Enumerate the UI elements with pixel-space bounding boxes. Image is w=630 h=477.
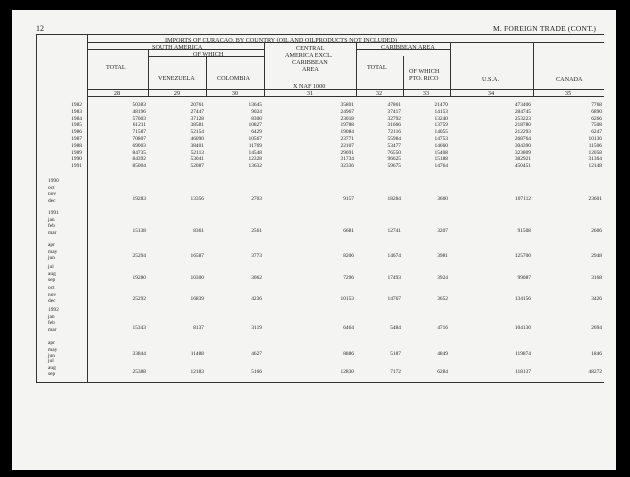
table-cell: 37128 [190,115,204,122]
column-rule-29 [148,49,149,96]
table-cell: 1846 [591,351,602,358]
month-label: dec [48,197,56,204]
table-cell: 7768 [591,102,602,108]
table-title: IMPORTS OF CURACAO, BY COUNTRY (OIL AND OILPRODUCTS NOT INCLUDED) [165,37,397,44]
table-cell: 8361 [193,227,204,234]
table-cell: 7172 [390,369,401,376]
column-number-rule [87,96,604,97]
table-cell: 25294 [132,253,146,260]
table-cell: 8300 [251,115,262,122]
document-page [12,10,616,470]
column-number: 28 [113,90,121,97]
header-canada: CANADA [556,76,583,83]
header-total: TOTAL [106,64,126,71]
table-cell: 19788 [340,122,354,129]
column-rule-31 [264,42,265,96]
table-cell: 323809 [514,149,531,156]
table-cell: 27447 [190,108,204,115]
table-cell: 13759 [434,122,448,129]
row-label-year: 1990 [71,156,82,163]
month-label: jul [48,358,54,364]
table-cell: 5484 [390,324,401,331]
stub-column-rule [87,34,88,382]
table-cell: 32336 [340,163,354,170]
table-cell: 13240 [434,115,448,122]
running-head: M. FOREIGN TRADE (CONT.) [493,24,597,33]
table-cell: 2606 [591,227,602,234]
month-label: may [48,346,58,353]
header-central-1: CENTRAL [296,45,325,52]
table-cell: 38581 [190,122,204,129]
table-cell: 10567 [248,136,262,142]
block-year-label: 1991 [48,210,59,216]
table-cell: 23601 [588,195,602,202]
table-cell: 12183 [190,369,204,376]
table-cell: 134156 [514,296,531,303]
table-cell: 107112 [515,195,531,202]
column-rule-32 [356,42,357,96]
table-cell: 52154 [190,129,204,136]
table-cell: 14753 [434,136,448,142]
table-cell: 32792 [387,115,401,122]
header-caribbean-total: TOTAL [367,64,387,71]
table-cell: 5166 [251,369,262,376]
month-label: feb [48,320,55,327]
table-cell: 3600 [437,195,448,202]
table-cell: 53041 [190,156,204,163]
table-cell: 253223 [514,115,531,122]
table-cell: 10300 [190,275,204,282]
month-label: aug [48,364,56,371]
table-cell: 6464 [343,324,354,331]
month-label: jun [48,353,55,360]
month-label: mar [48,229,57,236]
block-year-label: 1990 [48,178,59,184]
table-cell: 52087 [190,163,204,170]
table-cell: 25292 [132,296,146,303]
column-rule-35 [533,42,534,96]
month-label: feb [48,223,55,230]
column-number: 31 [306,90,314,97]
table-cell: 6266 [591,115,602,122]
table-cell: 118137 [515,369,531,376]
row-label-year: 1986 [71,129,82,136]
table-cell: 10153 [340,296,354,303]
table-cell: 11488 [190,351,204,358]
table-cell: 19084 [340,129,354,136]
table-cell: 4627 [251,351,262,358]
table-cell: 48272 [588,369,602,376]
table-cell: 4236 [251,296,262,303]
table-cell: 3168 [591,275,602,282]
row-label-year: 1991 [71,163,82,170]
table-cell: 2703 [251,195,262,202]
table-cell: 20761 [190,102,204,108]
month-label: mar [48,326,57,333]
table-cell: 70807 [132,136,146,142]
month-label: jan [48,313,55,320]
table-cell: 268764 [514,136,531,142]
table-cell: 8206 [343,253,354,260]
table-cell: 13645 [248,102,262,108]
month-label: oct [48,184,55,191]
table-cell: 17493 [387,275,401,282]
block-year-label: 1992 [48,307,59,313]
table-cell: 473406 [514,102,531,108]
table-cell: 382921 [514,156,531,163]
table-bottom-rule [36,382,604,383]
row-label-year: 1983 [71,108,82,115]
table-cell: 18284 [387,195,401,202]
table-cell: 9157 [343,195,354,202]
header-central-3: CARIBBEAN [292,59,328,66]
table-cell: 91508 [517,227,531,234]
row-label-year: 1987 [71,136,82,142]
table-cell: 19283 [132,195,146,202]
table-cell: 16839 [190,296,204,303]
table-cell: 8137 [193,324,204,331]
table-cell: 12741 [387,227,401,234]
table-cell: 15343 [132,324,146,331]
table-cell: 3426 [591,296,602,303]
table-cell: 69003 [132,142,146,149]
table-cell: 12830 [340,369,354,376]
table-cell: 31666 [387,122,401,129]
table-cell: 7508 [591,122,602,129]
table-top-rule [36,34,604,35]
table-cell: 8886 [343,351,354,358]
month-label: nov [48,191,57,198]
table-cell: 48196 [132,108,146,115]
table-cell: 55984 [387,136,401,142]
column-rule-34 [450,42,451,96]
table-cell: 3062 [251,275,262,282]
table-cell: 37417 [387,108,401,115]
table-cell: 104130 [514,324,531,331]
table-cell: 33844 [132,351,146,358]
table-cell: 119874 [515,351,531,358]
header-caribbean-area: CARIBBEAN AREA [381,44,435,51]
table-cell: 50383 [132,102,146,108]
header-central-4: AREA [302,66,319,73]
table-cell: 11769 [248,142,262,149]
table-cell: 3119 [251,324,262,331]
month-label: apr [48,242,55,248]
header-of-which-pto-rico-2: PTO. RICO [409,75,439,82]
table-cell: 14767 [387,296,401,303]
table-cell: 6284 [437,369,448,376]
table-cell: 61211 [132,122,146,129]
month-label: nov [48,291,57,298]
table-cell: 4849 [437,351,448,358]
table-cell: 23771 [340,136,354,142]
table-cell: 84735 [132,149,146,156]
table-cell: 212293 [514,129,531,136]
column-rule-30 [206,56,207,96]
table-left-rule [36,34,37,382]
header-south-america: SOUTH AMERICA [152,44,203,51]
page-number: 12 [36,24,44,33]
table-cell: 284745 [514,108,531,115]
month-label: sep [48,277,56,284]
table-cell: 2694 [591,324,602,331]
table-cell: 76550 [387,149,401,156]
column-number: 30 [231,90,239,97]
table-cell: 10827 [248,122,262,129]
table-cell: 15408 [434,149,448,156]
table-cell: 84392 [132,156,146,163]
table-cell: 3981 [437,253,448,260]
table-cell: 46090 [190,136,204,142]
table-cell: 47861 [387,102,401,108]
table-cell: 13356 [190,195,204,202]
table-cell: 52113 [190,149,204,156]
table-cell: 31364 [588,156,602,163]
month-label: oct [48,285,55,291]
table-cell: 6247 [591,129,602,136]
table-cell: 4716 [437,324,448,331]
table-cell: 71587 [132,129,146,136]
table-cell: 13632 [248,163,262,170]
table-cell: 96625 [387,156,401,163]
column-number: 29 [173,90,181,97]
table-cell: 3924 [437,275,448,282]
table-cell: 29691 [340,149,354,156]
row-label-year: 1989 [71,149,82,156]
column-number: 35 [564,90,572,97]
table-cell: 15188 [434,156,448,163]
month-label: may [48,248,58,255]
table-cell: 24967 [340,108,354,115]
row-label-year: 1985 [71,122,82,129]
table-cell: 12148 [588,163,602,170]
table-cell: 450451 [514,163,531,170]
table-cell: 38401 [190,142,204,149]
table-cell: 31734 [340,156,354,163]
header-of-which-pto-rico-1: OF WHICH [409,68,440,75]
table-cell: 6429 [251,129,262,136]
month-label: jul [48,264,54,270]
table-cell: 125700 [514,253,531,260]
table-cell: 218780 [514,122,531,129]
table-cell: 6681 [343,227,354,234]
header-unit: X NAF 1000 [293,83,326,90]
table-cell: 14153 [434,108,448,115]
table-cell: 7296 [343,275,354,282]
table-cell: 15138 [132,227,146,234]
table-cell: 6890 [591,108,602,115]
table-cell: 35801 [340,102,354,108]
table-cell: 14660 [434,142,448,149]
row-label-year: 1982 [71,102,82,108]
table-cell: 85004 [132,163,146,170]
header-bottom-rule [87,89,604,90]
table-cell: 14764 [434,163,448,170]
header-colombia: COLOMBIA [217,75,251,82]
table-cell: 12058 [588,149,602,156]
table-cell: 25388 [132,369,146,376]
column-number: 33 [422,90,430,97]
row-label-year: 1988 [71,142,82,149]
month-label: jan [48,216,55,223]
month-label: sep [48,371,56,378]
table-cell: 14674 [387,253,401,260]
table-cell: 16587 [190,253,204,260]
table-cell: 14055 [434,129,448,136]
table-cell: 3652 [437,296,448,303]
table-cell: 2561 [251,227,262,234]
header-venezuela: VENEZUELA [158,75,195,82]
table-cell: 53477 [387,142,401,149]
table-cell: 59675 [387,163,401,170]
month-label: dec [48,298,56,305]
row-label-year: 1984 [71,115,82,122]
table-cell: 9024 [251,108,262,115]
table-cell: 99087 [517,275,531,282]
table-cell: 22107 [340,142,354,149]
table-cell: 19280 [132,275,146,282]
month-label: aug [48,270,56,277]
header-central-2: AMERICA EXCL. [285,52,333,59]
table-cell: 3773 [251,253,262,260]
column-rule-33 [403,56,404,96]
header-of-which: OF WHICH [193,51,224,58]
table-cell: 57003 [132,115,146,122]
table-cell: 10136 [588,136,602,142]
table-cell: 11506 [588,142,602,149]
table-cell: 3207 [437,227,448,234]
header-usa: U.S.A. [482,76,500,83]
table-cell: 2948 [591,253,602,260]
table-cell: 12328 [248,156,262,163]
month-label: jun [48,255,55,262]
table-cell: 72116 [387,129,401,136]
table-cell: 304390 [514,142,531,149]
table-cell: 21470 [434,102,448,108]
column-number: 32 [375,90,383,97]
table-cell: 14548 [248,149,262,156]
table-cell: 23018 [340,115,354,122]
table-cell: 5187 [390,351,401,358]
column-number: 34 [487,90,495,97]
month-label: apr [48,340,55,346]
